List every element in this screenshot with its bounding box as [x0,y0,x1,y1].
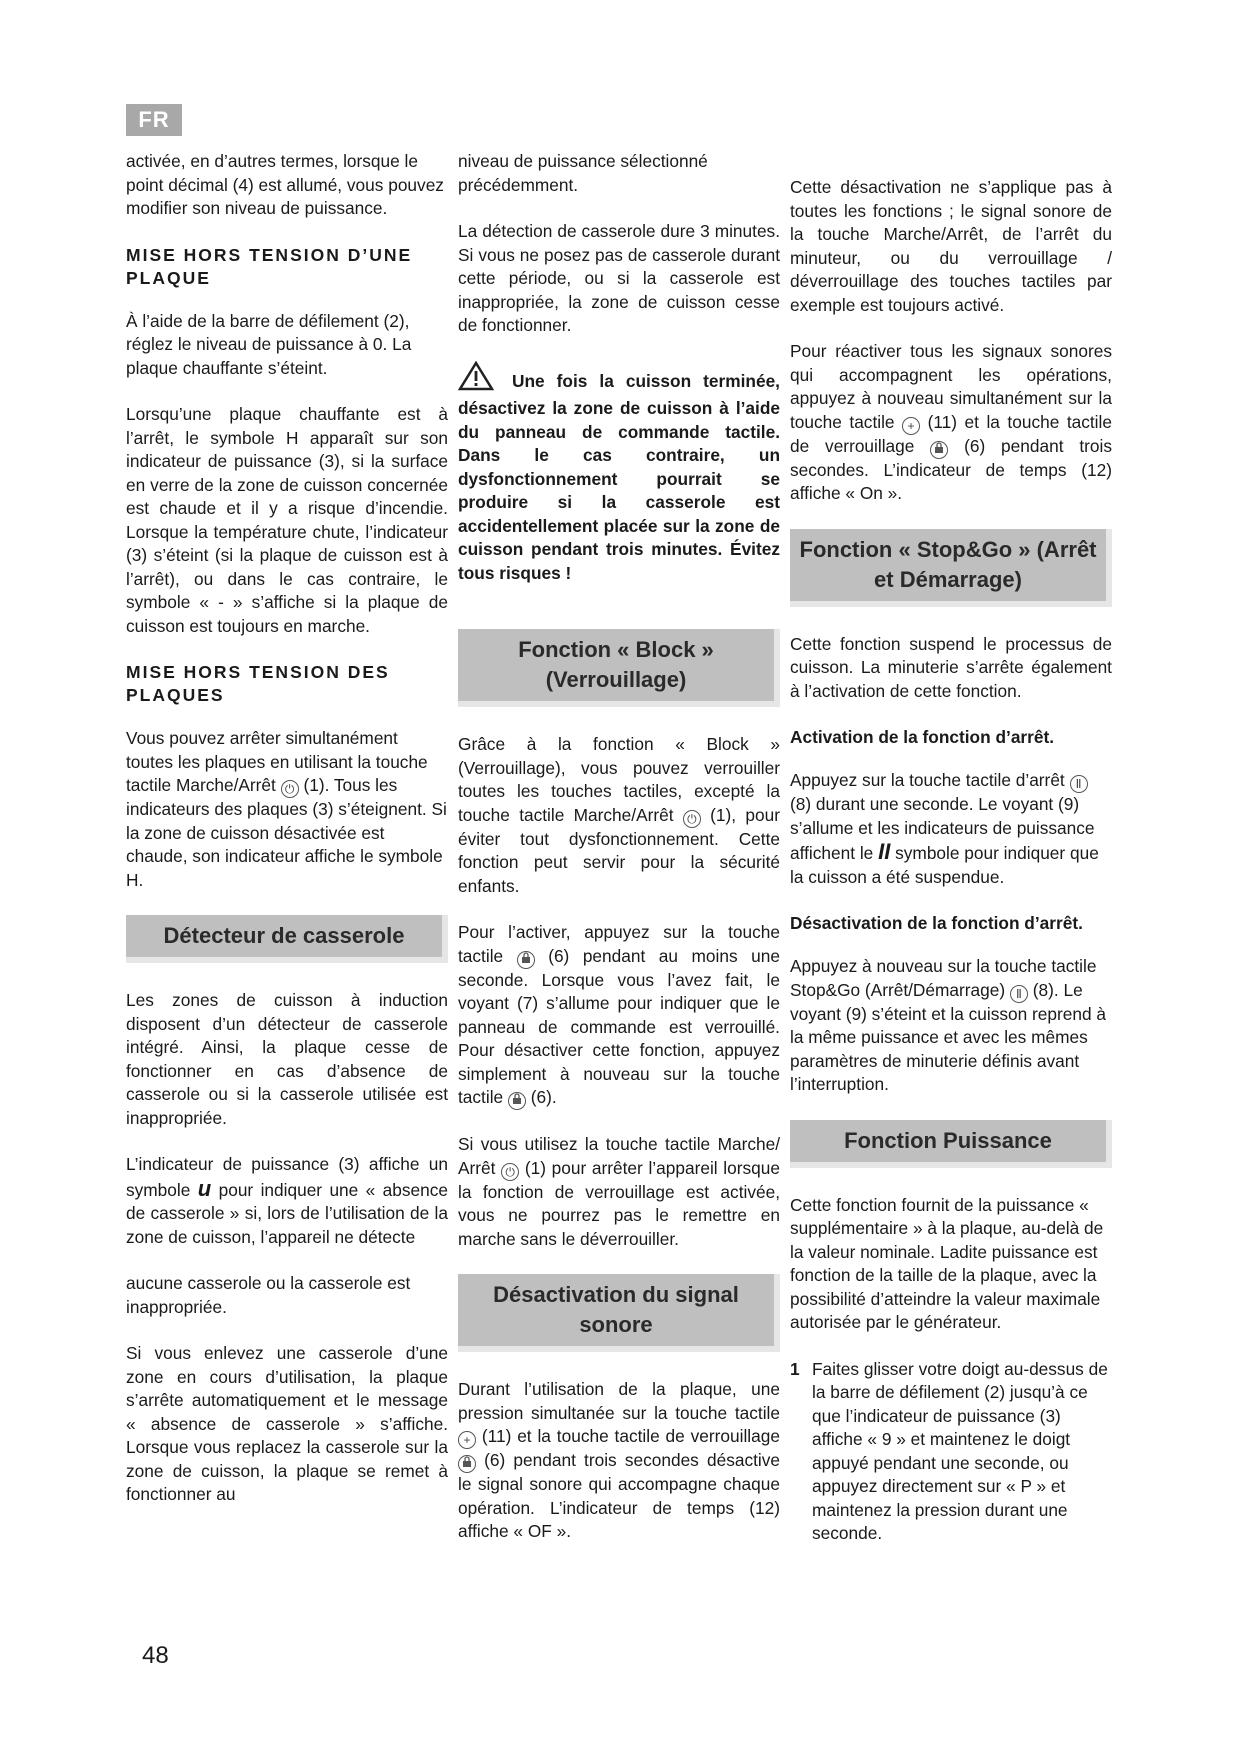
text: (1) pour arrêter l’appareil lorsque la fonction de verrouillage est activée, vous ne pourrez pas le remettre en marche sans le déverrouiller. [458,1157,780,1249]
text: Grâce à la fonction « Block » (Verrouillage), vous pouvez verrouiller toutes les touches tactiles, excepté la touche tactile Marche/Arrêt [458,734,780,825]
list-item [790,1358,1112,1546]
text: Appuyez sur la touche tactile d’arrêt [790,770,1065,790]
paragraph [790,955,1112,1097]
pause-icon: Ⅱ [1070,775,1088,793]
plus-icon: + [458,1431,476,1449]
section-box-pan-detector: Détecteur de casserole [126,915,448,963]
paragraph: Si vous enlevez une casserole d’une zone en cours d’utilisation, la plaque s’arrête automatiquement et le message « absence de casserole » s’affiche. Lorsque vous replacez la casserole sur la zone de cuisson, la plaque se remet à fonctionner au [126,1343,448,1504]
warning-text: Une fois la cuisson terminée, désactivez la zone de cuisson à l’aide du panneau de commande tactile. Dans le cas contraire, un dysfonctionnement pourrait se produire si la casserole est accidentellement placée sur la zone de cuisson pendant trois minutes. Évitez tous risques ! [458,370,780,583]
list-text: Faites glisser votre doigt au-dessus de la barre de défilement (2) jusqu’à ce que l’indicateur de puissance (3) affiche « 9 » et maintenez le doigt appuyé pendant une seconde, ou appuyez directement sur « P » et maintenez la pression durant une seconde. [812,1358,1108,1543]
paragraph: Cette désactivation ne s’applique pas à toutes les fonctions ; le signal sonore de la touche Marche/Arrêt, de l’arrêt du minuteur, ou du verrouillage / déverrouillage des touches tactiles par exemple est toujours activé. [790,177,1112,315]
text: (6) pendant trois secondes désactive le signal sonore qui accompagne chaque opération. L’indicateur de temps (12) affiche « OF ». [458,1450,780,1541]
power-icon: ⏻ [501,1163,519,1181]
section-box-power: Fonction Puissance [790,1120,1112,1168]
paragraph [458,733,780,898]
paragraph [790,340,1112,506]
power-icon: ⏻ [683,810,701,828]
paragraph: Cette fonction fournit de la puissance « supplémentaire » à la plaque, au-delà de la valeur nominale. Ladite puissance est fonction de la taille de la plaque, avec la possibilité d’atteindre la valeur maximale autorisée par le générateur. [790,1194,1104,1332]
heading-switch-off-all: MISE HORS TENSION DES PLAQUES [126,662,390,705]
paragraph [126,1153,448,1249]
text: Durant l’utilisation de la plaque, une pression simultanée sur la touche tactile [458,1379,780,1423]
language-badge: FR [126,104,182,136]
section-box-sound-signal: Désactivation du signal sonore [458,1274,780,1352]
power-icon: ⏻ [281,780,299,798]
text: pour indiquer une « absence de casserole » si, lors de l’utilisation de la zone de cuisson, l’appareil ne détecte [126,1179,448,1247]
column-1 [126,150,448,1530]
column-2 [458,150,780,1567]
text: (8) durant une seconde. Le voyant (9) s’allume et les indicateurs de puissance affichent le [790,794,1095,863]
heading-deactivation: Désactivation de la fonction d’arrêt. [790,913,1083,933]
text: Pour l’activer, appuyez sur la touche tactile [458,922,780,966]
pause-icon: Ⅱ [1010,985,1028,1003]
lock-icon [508,1092,526,1110]
text: Si vous utilisez la touche tactile Marche/ Arrêt [458,1134,780,1178]
paragraph [458,1133,780,1251]
plus-icon: + [902,417,920,435]
warning-note [458,361,780,586]
text: (8). Le voyant (9) s’éteint et la cuisson reprend à la même puissance et avec les mêmes paramètres de minuterie définis avant l’interruption. [790,979,1107,1094]
list-number: 1 [790,1358,800,1379]
paragraph [126,727,448,892]
text: (1). Tous les indicateurs des plaques (3) s’éteignent. Si la zone de cuisson désactivée est chaude, son indicateur affiche le symbole H. [126,775,447,890]
lock-icon [517,951,535,969]
text: Pour réactiver tous les signaux sonores qui accompagnent les opérations, appuyez à nouveau simultanément sur la touche tactile [790,341,1112,432]
heading-activation: Activation de la fonction d’arrêt. [790,727,1055,747]
paragraph [790,769,1112,889]
text: L’indicateur de puissance (3) affiche un symbole [126,1154,448,1200]
paragraph: niveau de puissance sélectionné précédemment. [458,151,708,195]
section-box-block: Fonction « Block » (Verrouillage) [458,629,780,707]
text: Appuyez à nouveau sur la touche tactile Stop&Go (Arrêt/Démarrage) [790,956,1097,1000]
paragraph: Les zones de cuisson à induction disposent d’un détecteur de casserole intégré. Ainsi, la plaque cesse de fonctionner en cas d’absence de casserole ou si la casserole utilisée est inappropriée. [126,990,448,1128]
text: (6) pendant trois secondes. L’indicateur de temps (12) affiche « On ». [790,435,1113,503]
text: (1), pour éviter tout dysfonctionnement. Cette fonction peut servir pour la sécurité enfants. [458,804,780,896]
pause-symbol: II [878,839,891,864]
text: symbole pour indiquer que la cuisson a été suspendue. [790,843,1099,887]
no-pan-symbol: u [197,1175,212,1201]
text: (6). [530,1087,557,1107]
paragraph [458,1378,780,1544]
heading-switch-off-one: MISE HORS TENSION D’UNE PLAQUE [126,244,413,288]
paragraph [458,921,780,1110]
text: Vous pouvez arrêter simultanément toutes les plaques en utilisant la touche tactile Marche/Arrêt [126,728,428,795]
section-box-stop-go: Fonction « Stop&Go » (Arrêt et Démarrage) [790,529,1112,607]
lock-icon [930,441,948,459]
paragraph: Lorsqu’une plaque chauffante est à l’arrêt, le symbole H apparaît sur son indicateur de puissance (3), si la surface en verre de la zone de cuisson concernée est chaude et il y a risque d’incendie. Lorsque la température chute, l’indicateur (3) s’éteint (si la plaque de cuisson est à l’arrêt), ou dans le cas contraire, le symbole « - » s’affiche si la plaque de cuisson est toujours en marche. [126,404,448,636]
warning-icon [458,361,494,398]
paragraph: Cette fonction suspend le processus de cuisson. La minuterie s’arrête également à l’activation de cette fonction. [790,633,1112,701]
lock-icon [458,1455,476,1473]
column-3 [790,176,1112,1546]
page-number: 48 [142,1642,169,1669]
paragraph: À l’aide de la barre de défilement (2), réglez le niveau de puissance à 0. La plaque chauffante s’éteint. [126,310,412,378]
paragraph: aucune casserole ou la casserole est inappropriée. [126,1273,411,1317]
paragraph: activée, en d’autres termes, lorsque le point décimal (4) est allumé, vous pouvez modifier son niveau de puissance. [126,151,444,218]
text: (6) pendant au moins une seconde. Lorsque vous l’avez fait, le voyant (7) s’allume pour indiquer que le panneau de commande est verrouillé. Pour désactiver cette fonction, appuyez simplement à nouveau sur la touche tactile [458,945,780,1107]
text: (11) et la touche tactile de verrouillage [790,411,1112,456]
text: (11) et la touche tactile de verrouillage [481,1426,780,1446]
paragraph: La détection de casserole dure 3 minutes. Si vous ne posez pas de casserole durant cette période, ou si la casserole est inappropriée, la zone de cuisson cesse de fonctionner. [458,221,780,335]
